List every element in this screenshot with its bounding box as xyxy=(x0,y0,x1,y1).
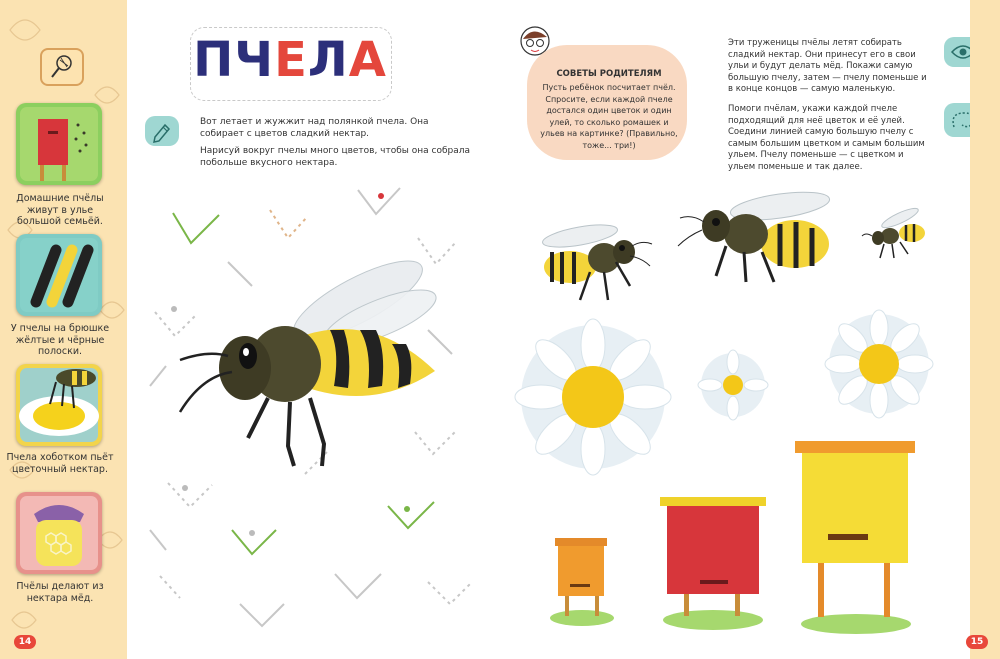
page-number-left: 14 xyxy=(14,635,36,649)
right-paragraph-1: Эти труженицы пчёлы летят собирать сладкий нектар. Они принесут его в свои ульи и будут делать мёд. Покажи самую большую пчелу, затем — пчелу поменьше и в конце концов — самую маленькую. xyxy=(728,38,927,94)
tips-body: Пусть ребёнок посчитает пчёл. Спросите, если каждой пчеле достался один цветок и один улей, то сколько ромашек и ульев на картинке? (Правильно, тоже... три!) xyxy=(540,83,678,150)
title-letter: Ч xyxy=(234,32,275,88)
title-letter: П xyxy=(193,32,235,88)
hive-caption: Домашние пчёлы живут в улье большой семьёй. xyxy=(16,193,104,227)
left-intro-text: Вот летает и жужжит над полянкой пчела. Она собирает с цветов сладкий нектар. xyxy=(200,117,429,139)
nectar-caption: Пчела хоботком пьёт цветочный нектар. xyxy=(6,452,114,475)
title-letter: Е xyxy=(274,32,308,88)
tips-title: СОВЕТЫ РОДИТЕЛЯМ xyxy=(556,69,662,79)
left-task-text: Нарисуй вокруг пчелы много цветов, чтобы она собрала побольше вкусного нектара. xyxy=(200,146,471,168)
title-letter: А xyxy=(348,32,387,88)
right-paragraph-2: Помоги пчёлам, укажи каждой пчеле подходящий для неё цветок и её улей. Соедини линией самую большую пчелу с самым большим цветком и самым большим ульем. Пчелу поменьше — с цветком и ульем поменьше и так далее. xyxy=(728,104,925,172)
honey-caption: Пчёлы делают из нектара мёд. xyxy=(16,581,104,604)
stripes-caption: У пчелы на брюшке жёлтые и чёрные полоски. xyxy=(10,323,110,357)
title-letter: Л xyxy=(307,32,349,88)
page-number-right: 15 xyxy=(966,635,988,649)
